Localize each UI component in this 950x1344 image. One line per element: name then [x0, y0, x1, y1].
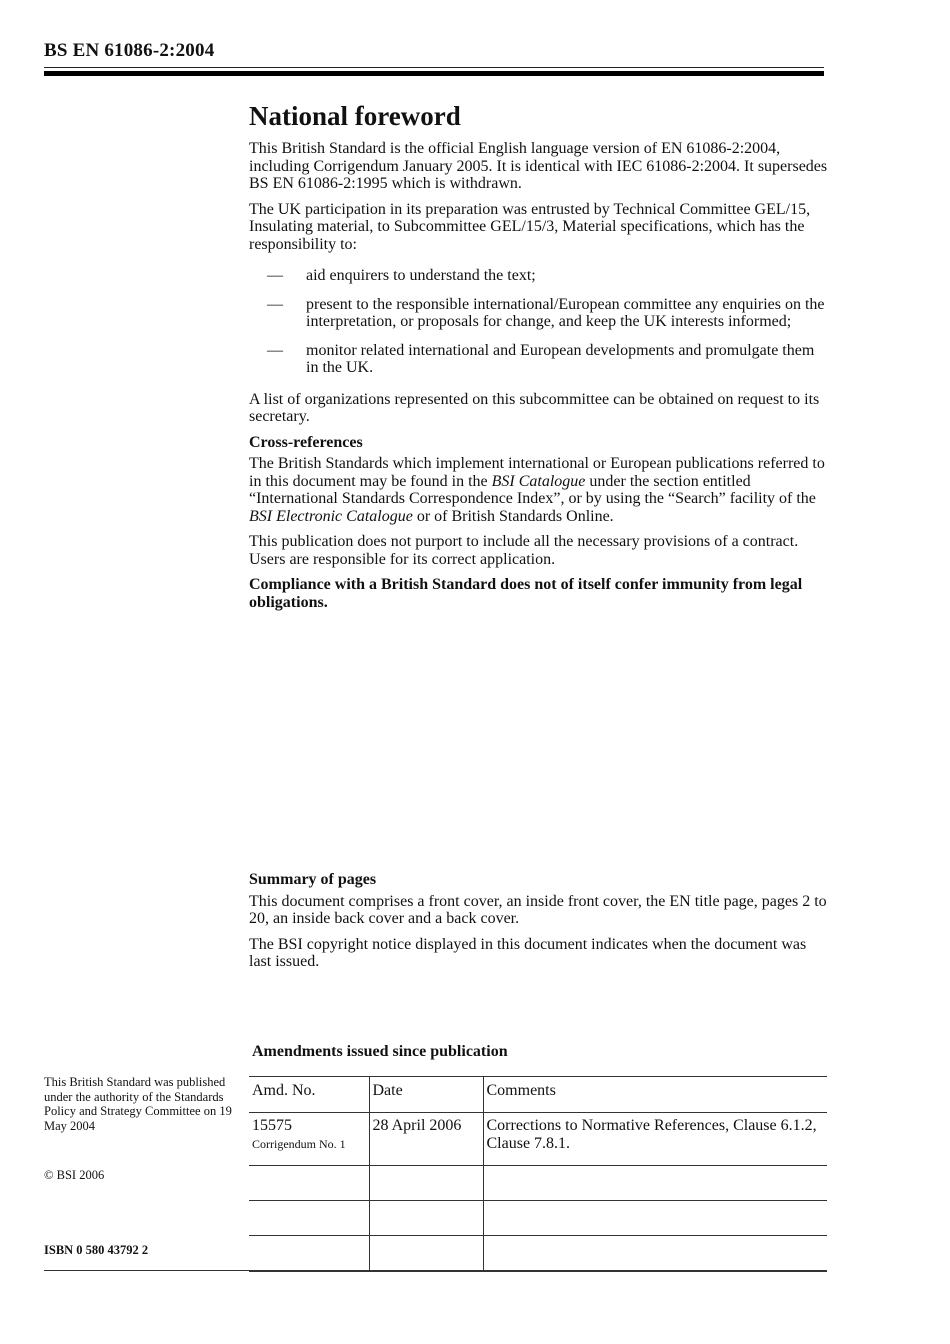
isbn-number: ISBN 0 580 43792 2 — [44, 1243, 149, 1257]
copyright-line: © BSI 2006 — [44, 1168, 105, 1182]
empty-cell — [249, 1166, 369, 1201]
table-row — [249, 1113, 827, 1166]
footer-rule — [44, 1270, 249, 1271]
document-code: BS EN 61086-2:2004 — [44, 40, 215, 61]
dash-bullet: — — [267, 341, 283, 359]
amd-no-cell — [249, 1113, 369, 1166]
organizations-paragraph: A list of organizations represented on this subcommittee can be obtained on request to its secretary. — [249, 390, 820, 425]
summary-paragraph: This document comprises a front cover, an inside front cover, the EN title page, pages 2 to 20, an inside back cover and a back cover. — [249, 892, 827, 927]
amendments-table — [249, 1076, 827, 1272]
crossref-paragraph — [249, 455, 829, 525]
column-header-date: Date — [369, 1077, 483, 1113]
empty-cell — [369, 1236, 483, 1272]
empty-cell — [369, 1201, 483, 1236]
header-rule-thin — [44, 67, 824, 68]
summary-section — [249, 871, 829, 979]
column-header-comments: Comments — [483, 1077, 827, 1113]
dash-bullet: — — [267, 295, 283, 313]
publication-authority-note: This British Standard was published under the authority of the Standards Policy and Strategy Committee on 19 May 2004 — [44, 1075, 232, 1133]
date-cell: 28 April 2006 — [369, 1113, 483, 1166]
empty-cell — [369, 1166, 483, 1201]
empty-cell — [483, 1166, 827, 1201]
page-title: National foreword — [249, 101, 461, 131]
bsi-electronic-catalogue-title: BSI Electronic Catalogue — [249, 507, 413, 525]
compliance-statement: Compliance with a British Standard does not of itself confer immunity from legal obligations. — [249, 576, 803, 611]
comments-cell: Corrections to Normative References, Clause 6.1.2, Clause 7.8.1. — [483, 1113, 827, 1166]
list-item-text: aid enquirers to understand the text; — [306, 267, 536, 284]
list-item-text: monitor related international and European developments and promulgate them in the UK. — [306, 341, 815, 376]
amd-subtitle: Corrigendum No. 1 — [252, 1137, 346, 1151]
table-row — [249, 1236, 827, 1272]
amd-number: 15575 — [252, 1117, 292, 1134]
list-item — [249, 296, 829, 331]
summary-heading: Summary of pages — [249, 871, 377, 888]
crossref-text: or of British Standards Online. — [412, 507, 614, 525]
copyright-notice-paragraph: The BSI copyright notice displayed in this document indicates when the document was last issued. — [249, 935, 807, 970]
table-header-row — [249, 1077, 827, 1113]
provisions-paragraph: This publication does not purport to include all the necessary provisions of a contract. Users are responsible for its correct application. — [249, 533, 799, 568]
list-item — [249, 342, 829, 377]
participation-paragraph: The UK participation in its preparation was entrusted by Technical Committee GEL/15, Insulating material, to Subcommittee GEL/15/3, Material specifications, which has the responsibility to: — [249, 200, 811, 253]
intro-paragraph: This British Standard is the official English language version of EN 61086-2:2004, including Corrigendum January 2005. It is identical with IEC 61086-2:2004. It supersedes BS EN 61086-2:1995 which is withdrawn. — [249, 140, 828, 192]
amendments-title: Amendments issued since publication — [252, 1043, 508, 1060]
foreword-section — [249, 100, 829, 619]
responsibility-list — [249, 267, 829, 377]
crossref-text: The British Standards which implement international or European publications referred to in this document may be found in the — [249, 455, 825, 490]
crossref-heading: Cross-references — [249, 433, 363, 451]
list-item — [249, 267, 829, 285]
empty-cell — [249, 1236, 369, 1272]
header-rule-thick — [44, 71, 824, 76]
list-item-text: present to the responsible international/European committee any enquiries on the interpretation, or proposals for change, and keep the UK interests informed; — [306, 295, 825, 330]
bsi-catalogue-title: BSI Catalogue — [491, 472, 586, 490]
column-header-amd-no: Amd. No. — [249, 1077, 369, 1113]
empty-cell — [483, 1201, 827, 1236]
crossref-text: under the section entitled “International Standards Correspondence Index”, or by using the “Search” facility of the — [249, 472, 816, 507]
empty-cell — [249, 1201, 369, 1236]
dash-bullet: — — [267, 267, 283, 284]
empty-cell — [483, 1236, 827, 1272]
table-row — [249, 1201, 827, 1236]
table-row — [249, 1166, 827, 1201]
